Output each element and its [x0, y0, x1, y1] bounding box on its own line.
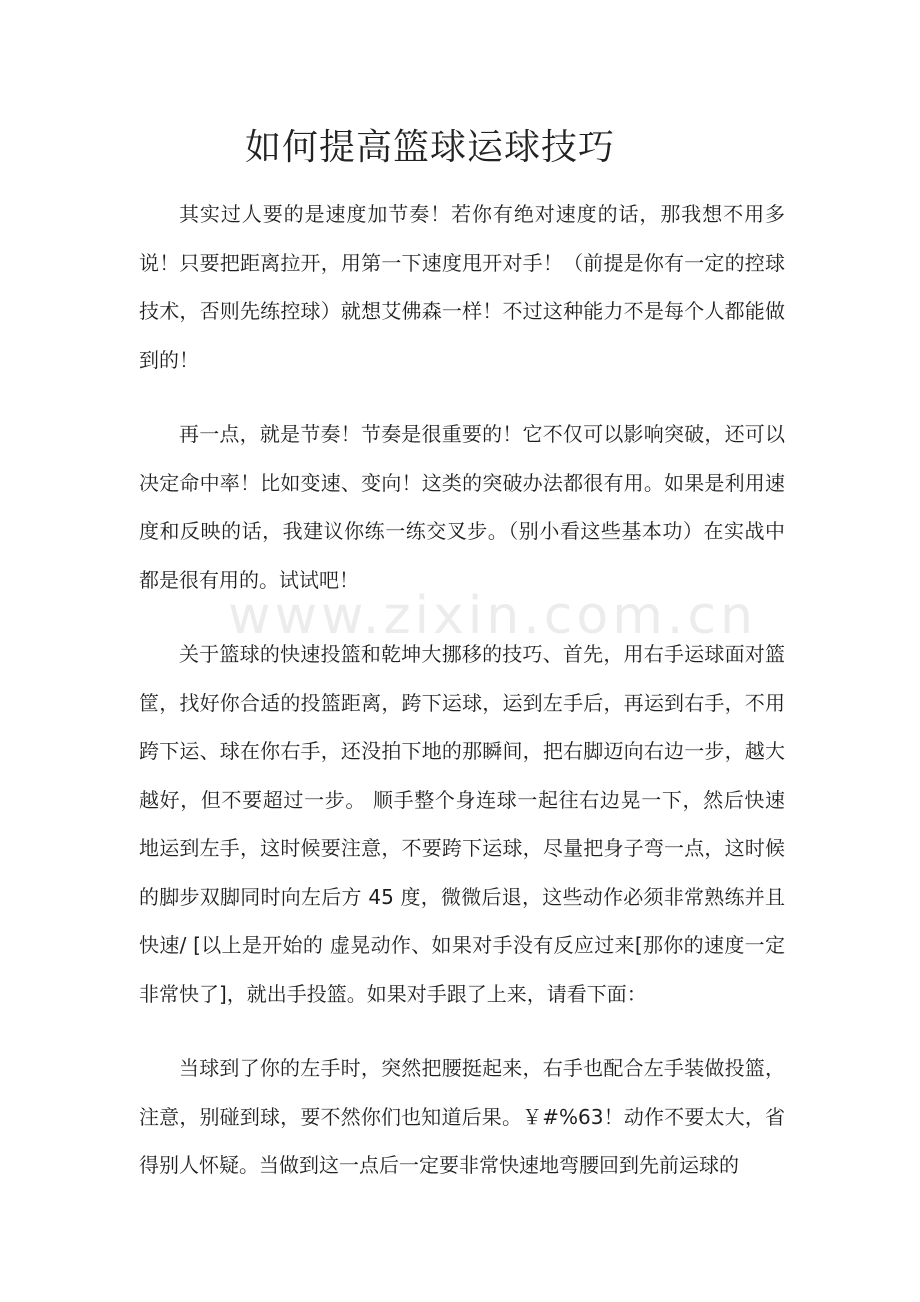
document-body [139, 190, 785, 1216]
paragraph-1: 其实过人要的是速度加节奏！若你有绝对速度的话，那我想不用多说！只要把距离拉开，用第一下速度甩开对手！（前提是你有一定的控球技术，否则先练控球）就想艾佛森一样！不过这种能力不是每个人都能做到的！ [139, 202, 785, 372]
document-title: 如何提高篮球运球技巧 [244, 127, 615, 168]
watermark: www.zixin.com.cn [228, 586, 757, 646]
paragraph-4: 当球到了你的左手时，突然把腰挺起来，右手也配合左手装做投篮，注意，别碰到球，要不然你们也知道后果。￥#%63！动作不要太大，省得别人怀疑。当做到这一点后一定要非常快速地弯腰回到先前运球的 [139, 1056, 785, 1177]
paragraph-3: 关于篮球的快速投篮和乾坤大挪移的技巧、首先，用右手运球面对篮筐，找好你合适的投篮距离，跨下运球，运到左手后，再运到右手，不用跨下运、球在你右手，还没拍下地的那瞬间，把右脚迈向右边一步，越大越好，但不要超过一步。 顺手整个身连球一起往右边晃一下，然后快速地运到左手，这时候要注意，不要跨下运球，尽量把身子弯一点，这时候的脚步双脚同时向左后方 45 度，微微后退，这些动作必须非常熟练并且快速/ [以上是开始的 虚晃动作、如果对手没有反应过来[那你的速度一定非常快了]，就出手投篮。如果对手跟了上来，请看下面： [139, 642, 785, 1006]
paragraph-2: 再一点，就是节奏！节奏是很重要的！它不仅可以影响突破，还可以决定命中率！比如变速、变向！这类的突破办法都很有用。如果是利用速度和反映的话，我建议你练一练交叉步。（别小看这些基本功）在实战中都是很有用的。试试吧！ [139, 422, 785, 592]
